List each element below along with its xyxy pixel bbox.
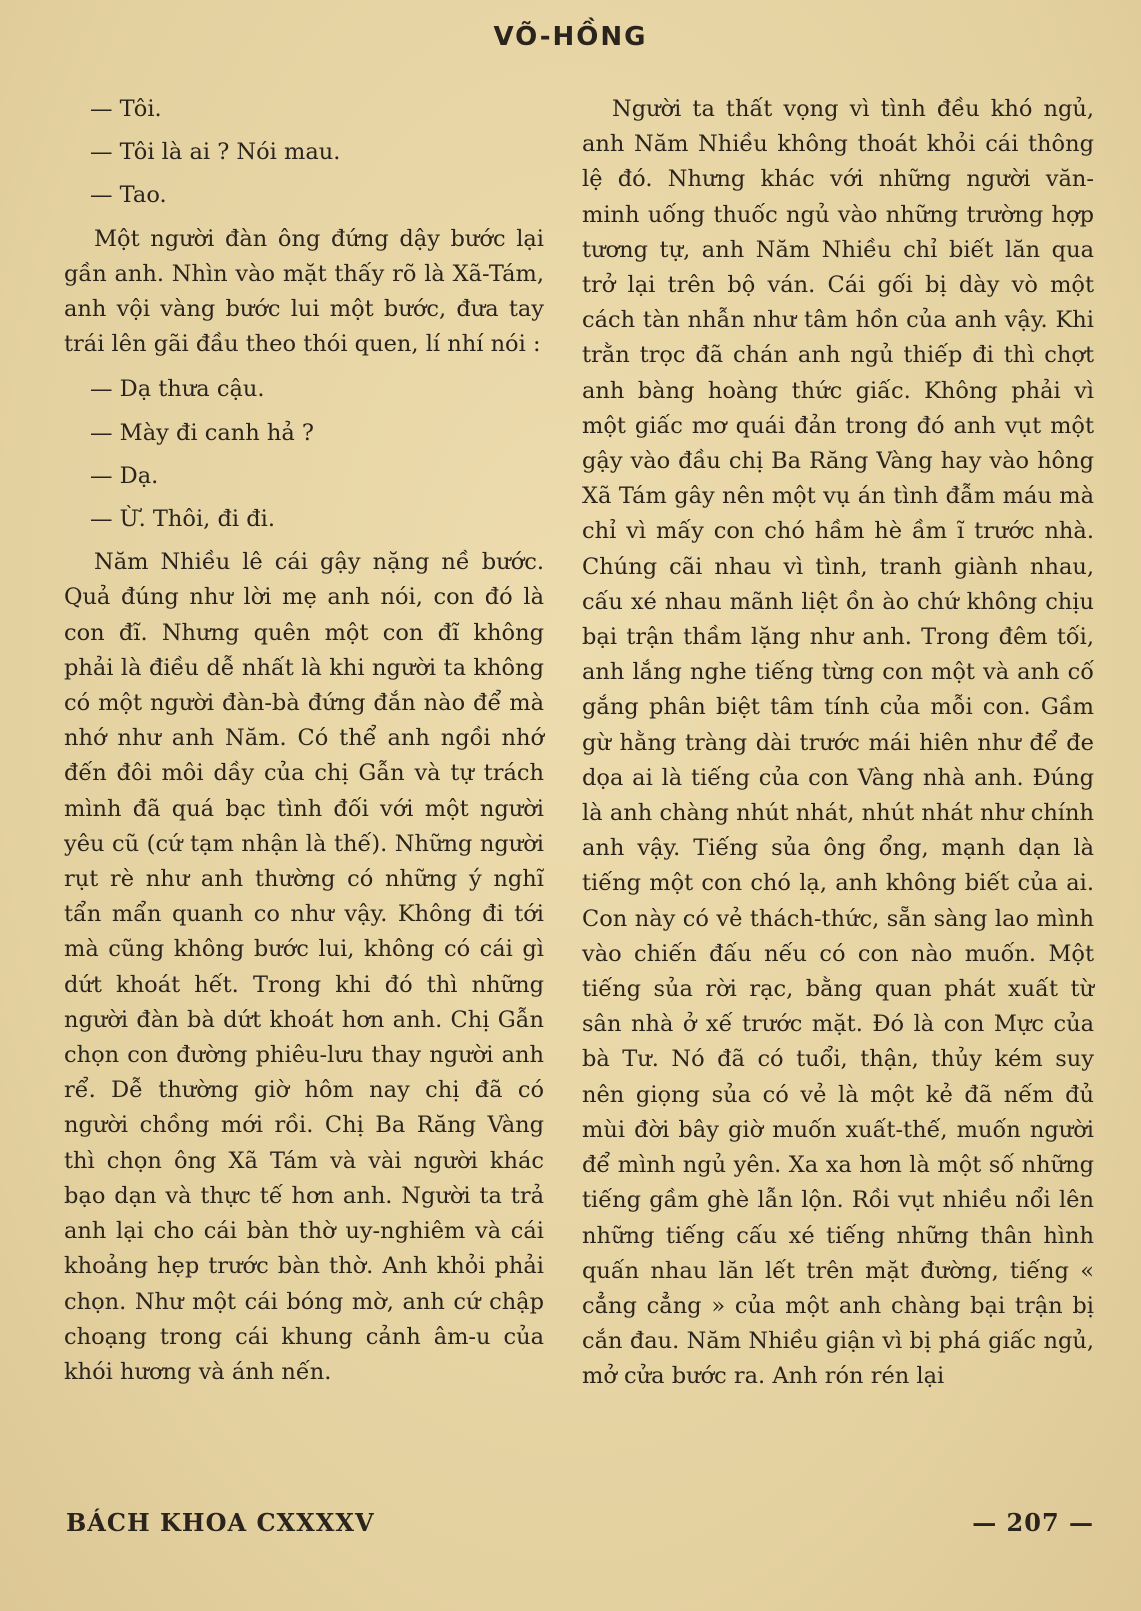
left-text-column (64, 92, 544, 1390)
paragraph: Năm Nhiều lê cái gậy nặng nề bước. Quả đúng như lời mẹ anh nói, con đó là con đĩ. Nhưng quên một con đĩ không phải là điều dễ nhất là khi người ta không có một người đàn-bà đứng đắn nào để mà nhớ như anh Năm. Có thể anh ngồi nhớ đến đôi môi dầy của chị Gẫn và tự trách mình đã quá bạc tình đối với một người yêu cũ (cứ tạm nhận là thế). Những người rụt rè như anh thường có những ý nghĩ tẩn mẩn quanh co như vậy. Không đi tới mà cũng không bước lui, không có cái gì dứt khoát hết. Trong khi đó thì những người đàn bà dứt khoát hơn anh. Chị Gẫn chọn con đường phiêu-lưu thay người anh rể. Dễ thường giờ hôm nay chị đã có người chồng mới rồi. Chị Ba Răng Vàng thì chọn ông Xã Tám và vài người khác bạo dạn và thực tế hơn anh. Người ta trả anh lại cho cái bàn thờ uy-nghiêm và cái khoảng hẹp trước bàn thờ. Anh khỏi phải chọn. Như một cái bóng mờ, anh cứ chập choạng trong cái khung cảnh âm-u của khói hương và ánh nến. (64, 549, 544, 1385)
dialog-line: — Dạ. (90, 462, 159, 489)
page-header-author: VÕ-HỒNG (493, 22, 648, 52)
dialog-line: — Tôi. (90, 96, 162, 122)
paragraph: Một người đàn ông đứng dậy bước lại gần anh. Nhìn vào mặt thấy rõ là Xã-Tám, anh vội vàng bước lui một bước, đưa tay trái lên gãi đầu theo thói quen, lí nhí nói : (64, 225, 544, 358)
dialog-line: — Mày đi canh hả ? (90, 419, 314, 446)
magazine-name: BÁCH KHOA CXXXXV (66, 1508, 375, 1537)
page-number: — 207 — (972, 1508, 1094, 1537)
dialog-line: — Dạ thưa cậu. (90, 376, 265, 403)
dialog-line: — Ừ. Thôi, đi đi. (90, 506, 275, 533)
page-footer (64, 1508, 1094, 1548)
right-text-column (582, 92, 1094, 1395)
dialog-line: — Tôi là ai ? Nói mau. (90, 139, 341, 166)
paragraph: Người ta thất vọng vì tình đều khó ngủ, anh Năm Nhiều không thoát khỏi cái thông lệ đó. Nhưng khác với những người văn-minh uống thuốc ngủ vào những trường hợp tương tự, anh Năm Nhiều chỉ biết lăn qua trở lại trên bộ ván. Cái gối bị dày vò một cách tàn nhẫn như tâm hồn của anh vậy. Khi trằn trọc đã chán anh ngủ thiếp đi thì chợt anh bàng hoàng thức giấc. Không phải vì một giấc mơ quái đản trong đó anh vụt một gậy vào đầu chị Ba Răng Vàng hay vào hông Xã Tám gây nên một vụ án tình đẫm máu mà chỉ vì mấy con chó hầm hè ầm ĩ trước nhà. Chúng cãi nhau vì tình, tranh giành nhau, cấu xé nhau mãnh liệt ồn ào chứ không chịu bại trận thầm lặng như anh. Trong đêm tối, anh lắng nghe tiếng từng con một và anh cố gắng phân biệt tâm tính của mỗi con. Gầm gừ hằng tràng dài trước mái hiên như để đe dọa ai là tiếng của con Vàng nhà anh. Đúng là anh chàng nhút nhát, nhút nhát như chính anh vậy. Tiếng sủa ông ổng, mạnh dạn là tiếng một con chó lạ, anh không biết của ai. Con này có vẻ thách-thức, sẵn sàng lao mình vào chiến đấu nếu có con nào muốn. Một tiếng sủa rời rạc, bằng quan phát xuất từ sân nhà ở xế trước mặt. Đó là con Mực của bà Tư. Nó đã có tuổi, thận, thủy kém suy nên giọng sủa có vẻ là một kẻ đã nếm đủ mùi đời bây giờ muốn xuất-thế, muốn người để mình ngủ yên. Xa xa hơn là một số những tiếng gầm ghè lẫn lộn. Rồi vụt nhiều nổi lên những tiếng cấu xé tiếng những thân hình quấn nhau lăn lết trên mặt đường, tiếng « cẳng cẳng » của một anh chàng bại trận bị cắn đau. Năm Nhiều giận vì bị phá giấc ngủ, mở cửa bước ra. Anh rón rén lại (582, 96, 1094, 1390)
dialog-line: — Tao. (90, 182, 167, 209)
